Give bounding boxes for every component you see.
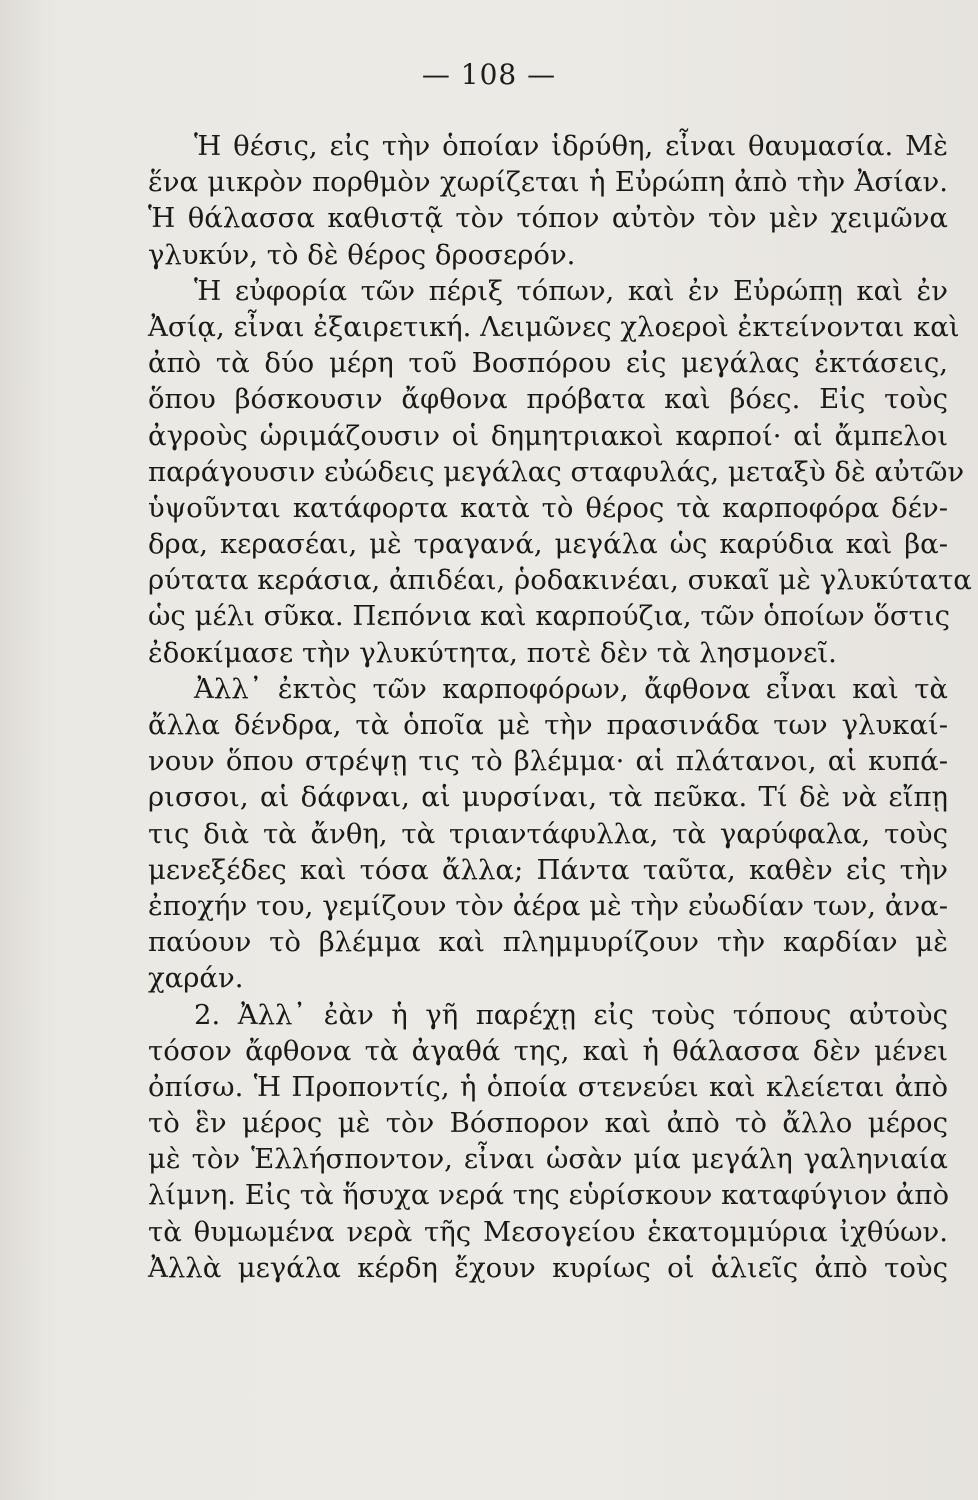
text-line: νουν ὅπου στρέψῃ τις τὸ βλέμμα· αἱ πλάτανοι, αἱ κυπά- [148, 745, 948, 778]
body-text [148, 128, 972, 1286]
text-line: Ἡ θάλασσα καθιστᾷ τὸν τόπον αὐτὸν τὸν μὲν χειμῶνα [148, 202, 948, 235]
text-line: μενεξέδες καὶ τόσα ἄλλα; Πάντα ταῦτα, καθὲν εἰς τὴν [148, 853, 948, 886]
text-line: Ἀλλ᾽ ἐκτὸς τῶν καρποφόρων, ἄφθονα εἶναι καὶ τὰ [194, 672, 948, 705]
text-line: δρα, κερασέαι, μὲ τραγανά, μεγάλα ὡς καρύδια καὶ βα- [148, 528, 948, 561]
text-line: τόσον ἄφθονα τὰ ἀγαθά της, καὶ ἡ θάλασσα δὲν μένει [148, 1034, 948, 1067]
text-line: Ἡ εὐφορία τῶν πέριξ τόπων, καὶ ἐν Εὐρώπῃ καὶ ἐν [194, 274, 948, 307]
text-line: ρύτατα κεράσια, ἀπιδέαι, ῥοδακινέαι, συκαῖ μὲ γλυκύτατα [148, 564, 972, 597]
page-number: — 108 — [421, 58, 557, 91]
text-line: 2. Ἀλλ᾽ ἐὰν ἡ γῆ παρέχῃ εἰς τοὺς τόπους αὐτοὺς [194, 998, 948, 1031]
text-line: ρισσοι, αἱ δάφναι, αἱ μυρσίναι, τὰ πεῦκα. Τί δὲ νὰ εἴπῃ [148, 781, 948, 814]
text-line: ἀγροὺς ὡριμάζουσιν οἱ δημητριακοὶ καρποί· αἱ ἄμπελοι [148, 419, 948, 452]
text-line: Ἡ θέσις, εἰς τὴν ὁποίαν ἱδρύθη, εἶναι θαυμασία. Μὲ [194, 130, 948, 162]
text-line: Ἀσίᾳ, εἶναι ἐξαιρετική. Λειμῶνες χλοεροὶ ἐκτείνονται καὶ [148, 310, 960, 343]
text-line: λίμνη. Εἰς τὰ ἥσυχα νερά της εὑρίσκουν καταφύγιον ἀπὸ [148, 1179, 950, 1212]
text-line: ἐποχήν του, γεμίζουν τὸν ἀέρα μὲ τὴν εὐωδίαν των, ἀνα- [148, 889, 948, 922]
text-line: ὀπίσω. Ἡ Προποντίς, ἡ ὁποία στενεύει καὶ κλείεται ἀπὸ [148, 1070, 948, 1103]
text-line: μὲ τὸν Ἑλλήσποντον, εἶναι ὡσὰν μία μεγάλη γαληνιαία [148, 1143, 948, 1176]
text-line: ἄλλα δένδρα, τὰ ὁποῖα μὲ τὴν πρασινάδα των γλυκαί- [148, 709, 948, 741]
text-line: χαράν. [148, 962, 244, 995]
text-line: τὰ θυμωμένα νερὰ τῆς Μεσογείου ἑκατομμύρια ἰχθύων. [148, 1215, 948, 1248]
text-line: τὸ ἓν μέρος μὲ τὸν Βόσπορον καὶ ἀπὸ τὸ ἄλλο μέρος [148, 1107, 948, 1140]
text-line: Ἀλλὰ μεγάλα κέρδη ἔχουν κυρίως οἱ ἁλιεῖς ἀπὸ τοὺς [148, 1251, 948, 1284]
text-line: ἀπὸ τὰ δύο μέρη τοῦ Βοσπόρου εἰς μεγάλας ἐκτάσεις, [148, 347, 948, 380]
text-line: ὡς μέλι σῦκα. Πεπόνια καὶ καρπούζια, τῶν ὁποίων ὅστις [148, 600, 951, 633]
text-line: ὑψοῦνται κατάφορτα κατὰ τὸ θέρος τὰ καρποφόρα δέν- [148, 491, 948, 524]
text-line: ἕνα μικρὸν πορθμὸν χωρίζεται ἡ Εὐρώπη ἀπὸ τὴν Ἀσίαν. [148, 166, 948, 199]
text-line: παύουν τὸ βλέμμα καὶ πλημμυρίζουν τὴν καρδίαν μὲ [148, 926, 948, 959]
text-line: παράγουσιν εὐώδεις μεγάλας σταφυλάς, μεταξὺ δὲ αὐτῶν [148, 455, 965, 488]
text-line: ἐδοκίμασε τὴν γλυκύτητα, ποτὲ δὲν τὰ λησμονεῖ. [148, 636, 837, 669]
text-line: γλυκύν, τὸ δὲ θέρος δροσερόν. [148, 238, 576, 271]
text-line: ὅπου βόσκουσιν ἄφθονα πρόβατα καὶ βόες. Εἰς τοὺς [148, 383, 948, 416]
text-line: τις διὰ τὰ ἄνθη, τὰ τριαντάφυλλα, τὰ γαρύφαλα, τοὺς [148, 817, 948, 850]
